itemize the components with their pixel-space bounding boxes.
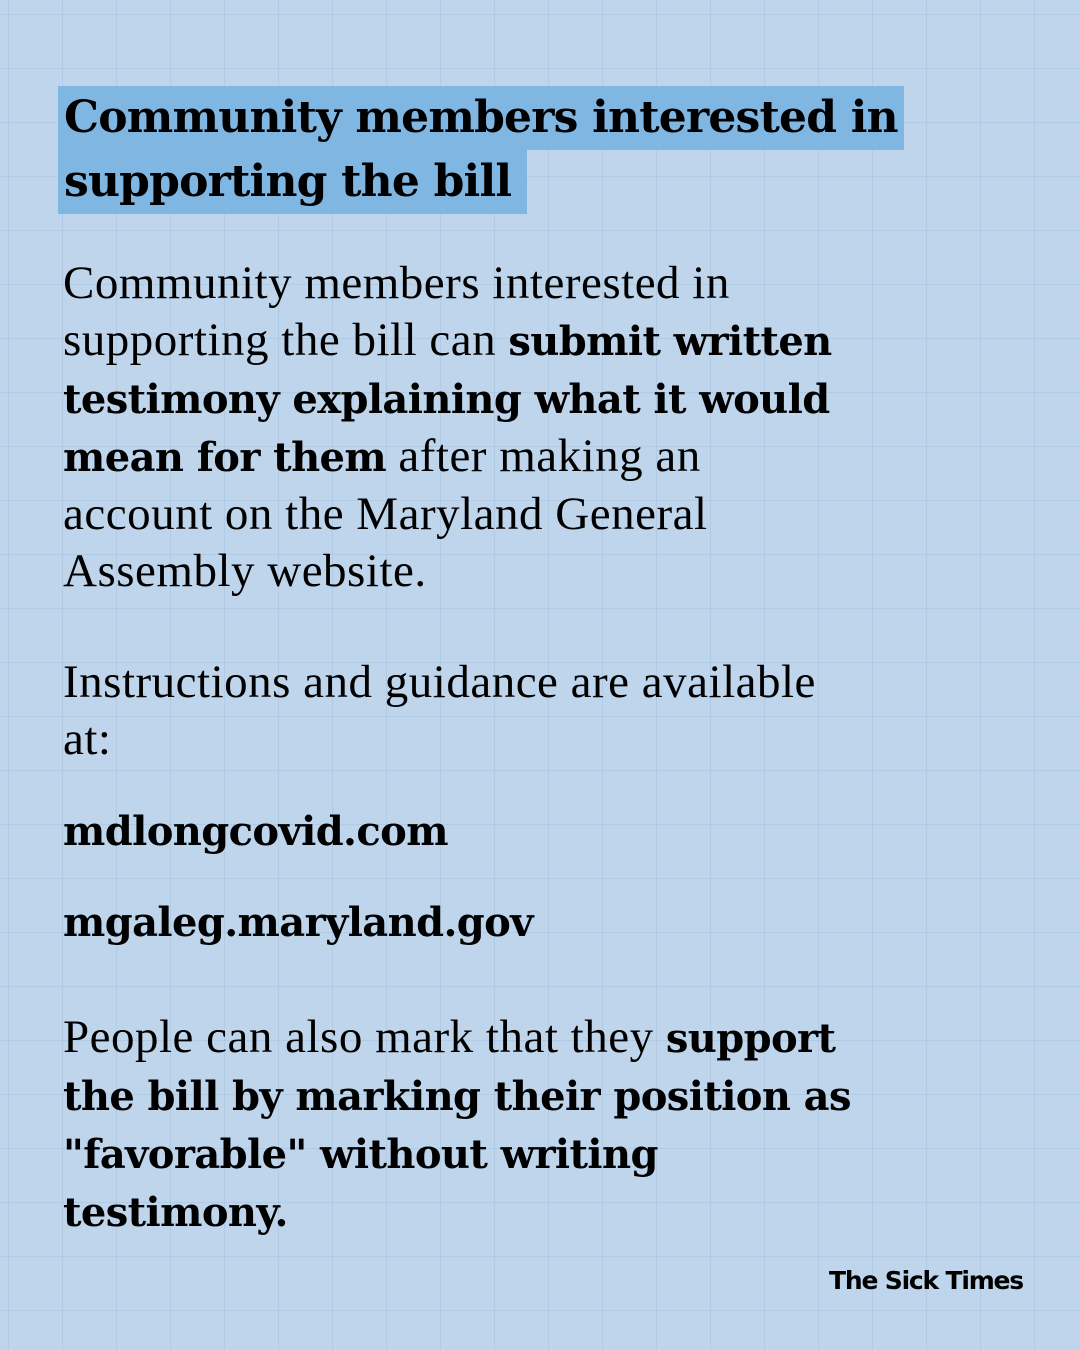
brand-logo: The Sick Times xyxy=(829,1266,1023,1295)
link-mgaleg[interactable]: mgaleg.maryland.gov xyxy=(63,899,533,946)
paragraph1-line-1: Community members interested in xyxy=(63,257,730,309)
paragraph1-line-6: Assembly website. xyxy=(63,545,427,597)
title-line-2: supporting the bill xyxy=(58,150,527,214)
paragraph1-line-4-bold: mean for them xyxy=(63,434,387,481)
paragraph1-line-4-plain: after making an xyxy=(398,430,701,482)
paragraph3-line-1-plain: People can also mark that they xyxy=(63,1011,654,1063)
support-paragraph xyxy=(63,1009,1023,1241)
paragraph1-line-3-bold: testimony explaining what it would xyxy=(63,376,830,423)
paragraph1-line-5: account on the Maryland General xyxy=(63,488,708,540)
testimony-paragraph xyxy=(63,255,1023,600)
instructions-paragraph xyxy=(63,654,1023,768)
paragraph2-line-1: Instructions and guidance are available xyxy=(63,656,816,708)
link-mdlongcovid[interactable]: mdlongcovid.com xyxy=(63,808,448,855)
paragraph2-line-2: at: xyxy=(63,713,112,765)
page-title xyxy=(58,86,1018,214)
paragraph1-line-2-plain: supporting the bill can xyxy=(63,314,497,366)
paragraph3-line-3-bold: "favorable" without writing xyxy=(63,1131,658,1178)
paragraph3-line-2-bold: the bill by marking their position as xyxy=(63,1073,851,1120)
paragraph3-line-1-bold: support xyxy=(665,1015,836,1062)
paragraph3-line-4-bold: testimony. xyxy=(63,1189,288,1236)
title-line-1: Community members interested in xyxy=(58,86,904,150)
paragraph1-line-2-bold: submit written xyxy=(508,318,832,365)
